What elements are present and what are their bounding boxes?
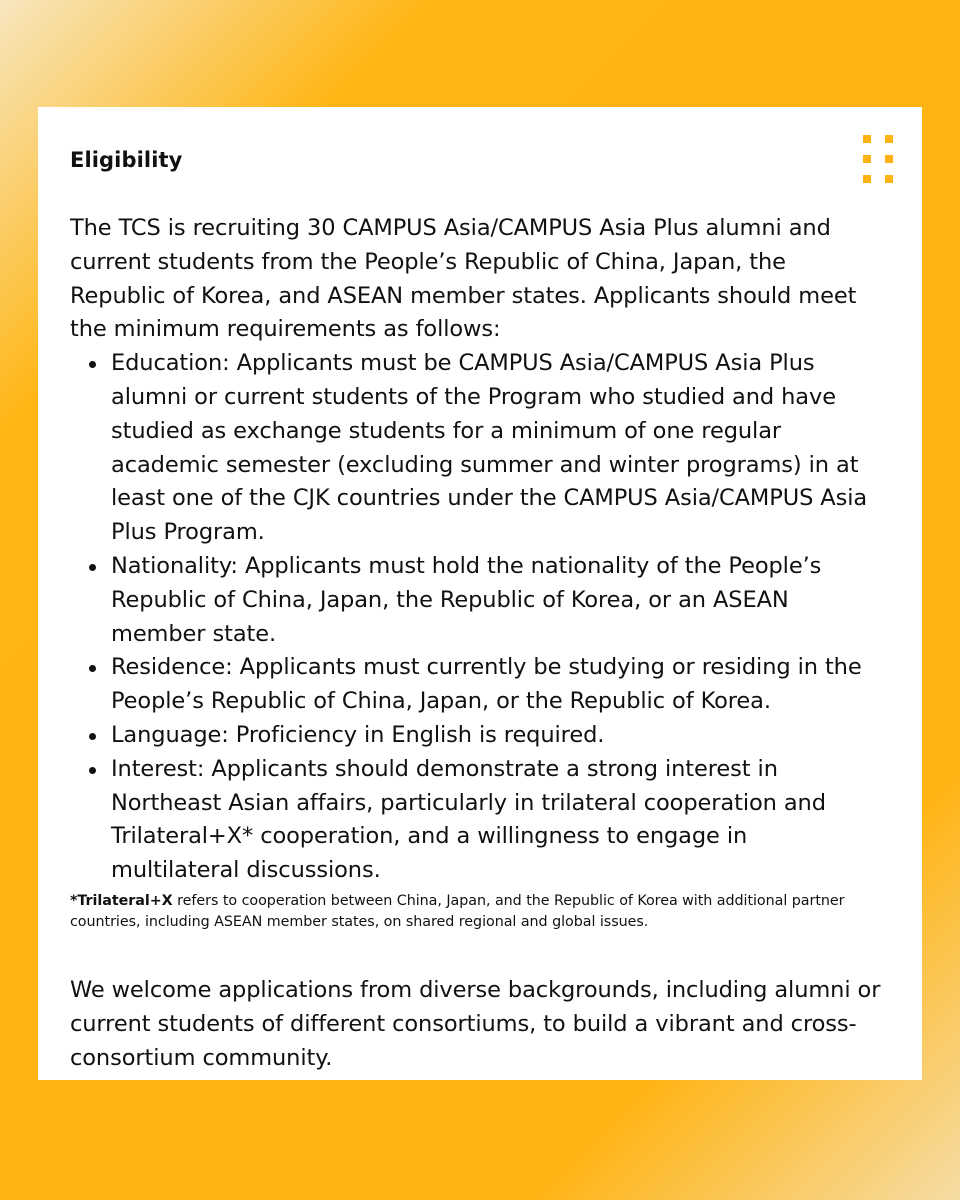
requirement-text: Interest: Applicants should demonstrate a strong interest in Northeast Asian affairs, particularly in trilateral cooperation and Trilateral+X* cooperation, and a willingness to engage in multilateral discussions. bbox=[111, 755, 826, 884]
bullet-icon bbox=[89, 733, 96, 740]
eligibility-card bbox=[38, 107, 922, 1080]
closing-paragraph: We welcome applications from diverse backgrounds, including alumni or current students of different consortiums, to build a vibrant and cross-consortium community. bbox=[70, 976, 881, 1071]
list-item bbox=[111, 753, 882, 888]
bullet-icon bbox=[89, 564, 96, 571]
bullet-icon bbox=[89, 665, 96, 672]
requirement-text: Education: Applicants must be CAMPUS Asia/CAMPUS Asia Plus alumni or current students of the Program who studied and have studied as exchange students for a minimum of one regular academic semester (excluding summer and winter programs) in at least one of the CJK countries under the CAMPUS Asia/CAMPUS Asia Plus Program. bbox=[111, 350, 868, 546]
requirement-text: Residence: Applicants must currently be studying or residing in the People’s Republic of China, Japan, or the Republic of Korea. bbox=[111, 654, 862, 715]
footnote-term: *Trilateral+X bbox=[70, 892, 173, 909]
dot-grid-icon bbox=[863, 135, 893, 183]
bullet-icon bbox=[89, 767, 96, 774]
list-item bbox=[111, 550, 882, 651]
footnote-text: refers to cooperation between China, Japan, and the Republic of Korea with additional partner countries, including ASEAN member states, on shared regional and global issues. bbox=[70, 892, 845, 931]
section-heading: Eligibility bbox=[70, 148, 183, 172]
list-item bbox=[111, 719, 882, 753]
intro-paragraph: The TCS is recruiting 30 CAMPUS Asia/CAMPUS Asia Plus alumni and current students from the People’s Republic of China, Japan, the Republic of Korea, and ASEAN member states. Applicants should meet the minimum requirements as follows: bbox=[70, 215, 857, 343]
bullet-icon bbox=[89, 361, 96, 368]
list-item bbox=[111, 347, 882, 550]
list-item bbox=[111, 651, 882, 719]
requirements-list bbox=[70, 347, 882, 888]
requirement-text: Language: Proficiency in English is required. bbox=[111, 721, 605, 748]
footnote bbox=[70, 891, 882, 934]
requirement-text: Nationality: Applicants must hold the nationality of the People’s Republic of China, Japan, the Republic of Korea, or an ASEAN member state. bbox=[111, 552, 822, 647]
